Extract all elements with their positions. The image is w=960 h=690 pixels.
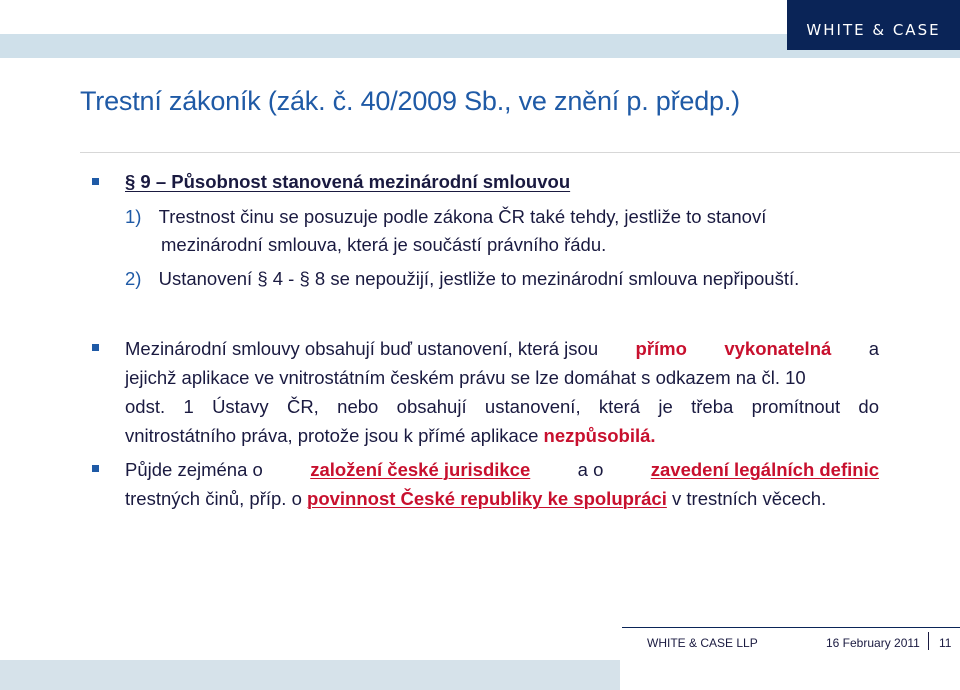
list-item-text: Ustanovení § 4 - § 8 se nepoužijí, jestliže to mezinárodní smlouva nepřipouští. — [158, 268, 800, 289]
text-run: vnitrostátního práva, protože jsou k přímé aplikace — [125, 425, 539, 446]
list-item-1 — [125, 206, 850, 228]
section-heading: § 9 – Působnost stanovená mezinárodní smlouvou — [125, 171, 571, 192]
paragraph-line — [125, 459, 879, 481]
text-run: a — [868, 338, 879, 359]
footer-separator — [928, 632, 929, 650]
list-number: 2) — [125, 268, 142, 289]
list-item-1-cont: mezinárodní smlouva, která je součástí právního řádu. — [161, 234, 607, 255]
footer-date: 16 February 2011 — [826, 636, 920, 650]
list-number: 1) — [125, 206, 142, 227]
firm-logo — [787, 0, 960, 50]
highlight-text: zavedení legálních definic — [650, 459, 879, 480]
list-item-2 — [125, 268, 799, 290]
highlight-text: nezpůsobilá. — [543, 425, 656, 446]
text-run: trestných činů, příp. o — [125, 488, 302, 509]
slide-title: Trestní zákoník (zák. č. 40/2009 Sb., ve znění p. předp.) — [80, 86, 740, 116]
bullet-square-icon — [92, 178, 99, 185]
title-divider — [80, 152, 960, 153]
footer-band — [0, 660, 620, 690]
paragraph-line: odst. 1 Ústavy ČR, nebo obsahují ustanovení, která je třeba promítnout do — [125, 396, 879, 417]
highlight-text: povinnost České republiky ke spolupráci — [307, 488, 667, 509]
highlight-text: založení české jurisdikce — [310, 459, 531, 480]
text-run: Půjde zejména o — [125, 459, 263, 480]
highlight-text: přímo — [635, 338, 687, 359]
footer-firm-name: WHITE & CASE LLP — [647, 636, 758, 650]
page-number: 11 — [939, 636, 952, 650]
highlight-text: vykonatelná — [724, 338, 832, 359]
list-item-text: Trestnost činu se posuzuje podle zákona ČR také tehdy, jestliže to stanoví — [158, 206, 767, 227]
paragraph-line — [125, 488, 826, 510]
paragraph-line — [125, 338, 879, 360]
bullet-square-icon — [92, 344, 99, 351]
footer-divider — [622, 627, 960, 628]
logo-text: WHITE & CASE — [806, 21, 941, 39]
text-run: v trestních věcech. — [672, 488, 827, 509]
text-run: Mezinárodní smlouvy obsahují buď ustanovení, která jsou — [125, 338, 599, 359]
paragraph-line — [125, 425, 656, 447]
text-run: a o — [577, 459, 604, 480]
paragraph-line: jejichž aplikace ve vnitrostátním českém právu se lze domáhat s odkazem na čl. 10 — [125, 367, 806, 388]
bullet-square-icon — [92, 465, 99, 472]
